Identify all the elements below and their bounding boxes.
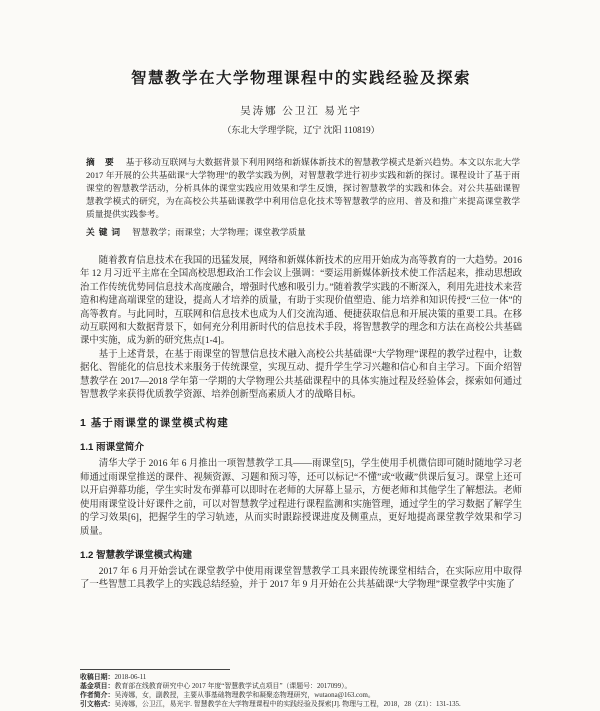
intro-paragraph-2: 基于上述背景，在基于雨课堂的智慧信息技术融入高校公共基础课“大学物理”课程的教学过程中，让数据化、智能化的信息技术来服务于传统课堂，实现互动、提升学生学习兴趣和信心和自主学习。下面介绍智慧教学在 2017—2018 学年第一学期的大学物理公共基础课程中的具体实施过程及经验体会，探索如何通过智慧教学来获得优质教学资源、培养创新型高素质人才的战略目标。 bbox=[80, 349, 522, 401]
author-bio-line bbox=[80, 691, 522, 700]
received-date-value: 2018-06-11 bbox=[114, 674, 147, 681]
paper-title: 智慧教学在大学物理课程中的实践经验及探索 bbox=[130, 70, 471, 87]
citation-value: 吴涛娜，公卫江，易光宇. 智慧教学在大学物理课程中的实践经验及探索[J]. 物理与工程，2018，28（Z1）：131-135. bbox=[114, 701, 461, 708]
section-1-1-text: 清华大学于 2016 年 6 月推出一项智慧教学工具——雨课堂[5]，学生使用手机微信即可随时随地学习老师通过雨课堂推送的课件、视频资源、习题和预习等，还可以标记“不懂”或“收藏”供课后复习。课堂上还可以开启弹幕功能，学生实时发布弹幕可以即时在老师的大屏幕上显示，方便老师和其他学生了解想法。老师使用雨课堂设计好课件之前，可以对智慧教学过程进行课程监测和实施管理，通过学生的学习数据了解学生的学习效果[6]，把握学生的学习轨迹，从而实时跟踪授课进度及侧重点，更好地提高课堂教学效果和学习质量。 bbox=[80, 459, 522, 537]
affiliation-line: （东北大学理学院，辽宁 沈阳 110819） bbox=[222, 125, 380, 135]
footnote-block bbox=[80, 669, 522, 709]
intro-paragraph-1: 随着教育信息技术在我国的迅猛发展，网络和新媒体新技术的应用开始成为高等教育的一大趋势。2016 年 12 月习近平主席在全国高校思想政治工作会议上强调：“要运用新媒体新技术使工作活起来，推动思想政治工作传统优势同信息技术高度融合，增强时代感和吸引力。”随着教学实践的不断深入，利用先进技术来营造和构建高端课堂的建设，提高人才培养的质量，有助于实现价值塑造、能力培养和知识传授“三位一体”的高等教育。与此同时，互联网和信息技术也成为人们交流沟通、便捷获取信息和开展决策的重要工具。在移动互联网和大数据背景下，如何充分利用新时代的信息技术手段，将智慧教学的理念和方法在高校公共基础课中实施，成为新的研究焦点[1-4]。 bbox=[80, 256, 522, 347]
abstract-block bbox=[86, 156, 520, 221]
fund-label: 基金项目： bbox=[80, 683, 115, 690]
citation-label: 引文格式： bbox=[80, 701, 115, 708]
citation-line bbox=[80, 700, 522, 709]
received-date-line bbox=[80, 673, 522, 682]
abstract-label: 摘 要 bbox=[86, 157, 118, 167]
section-1-heading: 1 基于雨课堂的课堂模式构建 bbox=[80, 417, 229, 430]
fund-value: 教育部在线教育研究中心 2017 年度“智慧教学试点项目”（课题号：2017099）。 bbox=[114, 683, 352, 690]
keywords-label: 关键词 bbox=[86, 227, 125, 237]
fund-line bbox=[80, 682, 522, 691]
keywords-block bbox=[86, 226, 520, 239]
footnote-divider bbox=[80, 669, 230, 670]
authors-line: 吴涛娜 公卫江 易光宇 bbox=[240, 106, 362, 117]
keywords-text: 智慧教学；雨课堂；大学物理；课堂教学质量 bbox=[132, 227, 306, 237]
received-date-label: 收稿日期： bbox=[80, 674, 115, 681]
abstract-text: 基于移动互联网与大数据背景下利用网络和新媒体新技术的智慧教学模式是新兴趋势。本文以东北大学 2017 年开展的公共基础课“大学物理”的教学实践为例，对智慧教学进行初步实践和新的探讨。课程设计了基于雨课堂的智慧教学活动，分析具体的课堂实践应用效果和学生反馈，探讨智慧教学的实践和体会。对公共基础课智慧教学模式的研究，为在高校公共基础课教学中利用信息化技术等智慧教学的应用、普及和推广来提高课堂教学质量提供实践参考。 bbox=[86, 157, 521, 219]
section-1-1-heading: 1.1 雨课堂简介 bbox=[80, 442, 144, 454]
section-1-2-text: 2017 年 6 月开始尝试在课堂教学中使用雨课堂智慧教学工具来跟传统课堂相结合，在实际应用中取得了一些智慧工具教学上的实践总结经验，并于 2017 年 9 月开始在公共基础课“大学物理”课堂教学中实施了 bbox=[80, 566, 522, 591]
author-bio-value: 吴涛娜，女，副教授，主要从事基础物理教学和凝聚态物理研究，wutaona@163.com。 bbox=[114, 692, 375, 699]
section-1-2-heading: 1.2 智慧教学课堂模式构建 bbox=[80, 549, 192, 561]
author-bio-label: 作者简介： bbox=[80, 692, 115, 699]
